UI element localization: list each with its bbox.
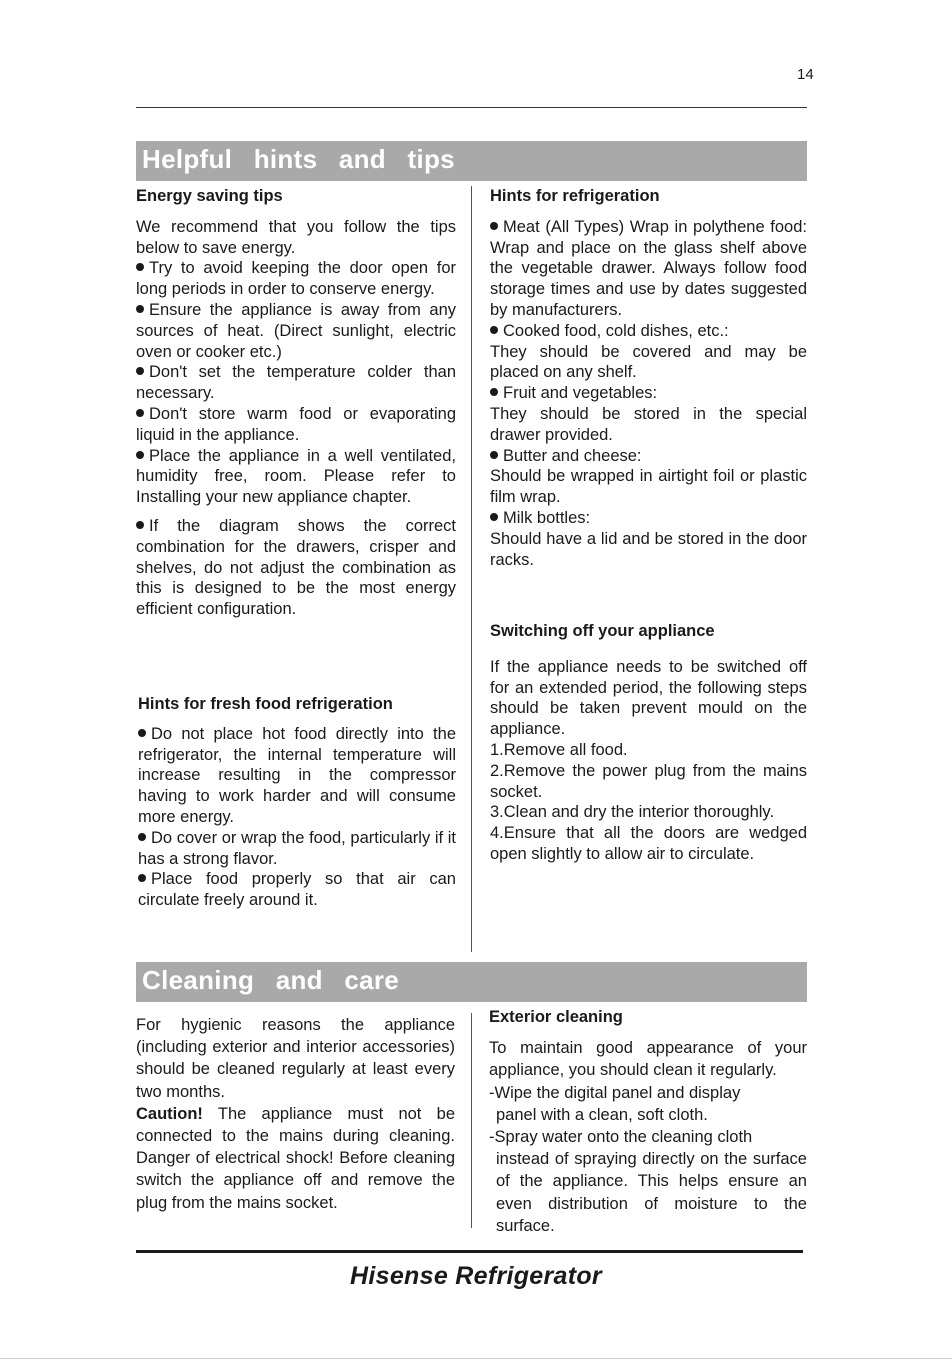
refrigeration-block [490,186,807,570]
switching-off-block [490,621,807,865]
section-banner-hints [136,141,807,181]
exterior-intro: To maintain good appearance of your appliance, you should clean it regularly. [489,1039,807,1080]
bullet-icon [136,409,144,417]
caution-label: Caution! [136,1104,203,1123]
page-edge [0,1358,952,1359]
bullet-icon [136,305,144,313]
column-divider [471,186,472,952]
switching-step-1: 1.Remove all food. [490,740,628,759]
fresh-food-block [138,694,456,911]
energy-bullet-3: Don't set the temperature colder than necessary. [136,363,456,403]
section-title-hints: Helpful hints and tips [142,144,455,174]
section-banner-cleaning [136,962,807,1002]
refrig-text-4: Should be wrapped in airtight foil or plastic film wrap. [490,467,807,507]
exterior-dash-2: -Spray water onto the cleaning cloth [489,1128,753,1147]
switching-step-3: 3.Clean and dry the interior thoroughly. [490,803,775,822]
switching-step-4: 4.Ensure that all the doors are wedged open slightly to allow air to circulate. [490,824,807,863]
energy-heading: Energy saving tips [136,187,283,205]
bullet-icon [136,367,144,375]
energy-bullet-1: Try to avoid keeping the door open for long periods in order to conserve energy. [136,259,456,299]
fresh-bullet-2: Do cover or wrap the food, particularly if it has a strong flavor. [138,828,456,868]
bullet-icon [136,263,144,271]
refrig-bullet-5: Milk bottles: [490,508,807,529]
exterior-dash-2-cont: instead of spraying directly on the surface of the appliance. This helps ensure an even distribution of moisture to the surface. [496,1150,807,1235]
bullet-icon [136,521,144,529]
refrigeration-heading: Hints for refrigeration [490,187,660,205]
bullet-icon [490,388,498,396]
exterior-dash-1-cont: panel with a clean, soft cloth. [496,1105,708,1124]
refrig-text-2: They should be covered and may be placed on any shelf. [490,342,807,382]
bullet-icon [138,874,146,882]
refrig-text-3: They should be stored in the special drawer provided. [490,404,807,444]
bullet-icon [490,326,498,334]
exterior-dash-1: -Wipe the digital panel and display [489,1083,741,1102]
fresh-heading: Hints for fresh food refrigeration [138,695,393,713]
bullet-icon [490,451,498,459]
brand-footer: Hisense Refrigerator [350,1262,602,1290]
energy-bullet-5: Place the appliance in a well ventilated, humidity free, room. Please refer to Installing your new appliance chapter. [136,446,456,507]
energy-intro: We recommend that you follow the tips below to save energy. [136,217,456,257]
fresh-bullet-3: Place food properly so that air can circulate freely around it. [138,870,456,910]
energy-bullet-4: Don't store warm food or evaporating liquid in the appliance. [136,404,456,444]
refrig-text-5: Should have a lid and be stored in the door racks. [490,529,807,569]
exterior-heading: Exterior cleaning [489,1008,623,1026]
bullet-icon [490,222,498,230]
column-divider [471,1013,472,1228]
bullet-icon [136,451,144,459]
refrig-bullet-1: Meat (All Types) Wrap in polythene food: Wrap and place on the glass shelf above the vegetable drawer. Always follow food storage times and use by dates suggested by manufacturers. [490,217,807,319]
switching-intro: If the appliance needs to be switched off for an extended period, the following steps should be taken prevent mould on the appliance. [490,657,807,739]
refrig-bullet-3: Fruit and vegetables: [490,383,807,404]
cleaning-caution: Caution! The appliance must not be connected to the mains during cleaning. Danger of electrical shock! Before cleaning switch the appliance off and remove the plug from the mains socket. [136,1104,455,1212]
bullet-icon [138,833,146,841]
fresh-bullet-1: Do not place hot food directly into the refrigerator, the internal temperature will increase resulting in the compressor having to work harder and will consume more energy. [138,724,456,826]
switching-heading: Switching off your appliance [490,622,715,640]
header-rule [136,107,807,108]
bullet-icon [490,513,498,521]
cleaning-block [136,1014,455,1214]
switching-step-2: 2.Remove the power plug from the mains socket. [490,761,807,801]
energy-bullet-6: If the diagram shows the correct combination for the drawers, crisper and shelves, do not adjust the combination as this is designed to be the most energy efficient configuration. [136,516,456,619]
footer-rule [136,1250,803,1253]
refrig-bullet-4: Butter and cheese: [490,446,807,467]
page-number: 14 [797,66,814,83]
exterior-cleaning-block [489,1006,807,1237]
bullet-icon [138,729,146,737]
refrig-bullet-2: Cooked food, cold dishes, etc.: [490,321,807,342]
section-title-cleaning: Cleaning and care [142,965,400,995]
energy-tips-block [136,186,456,620]
energy-bullet-2: Ensure the appliance is away from any sources of heat. (Direct sunlight, electric oven or cooker etc.) [136,300,456,361]
cleaning-intro: For hygienic reasons the appliance (including exterior and interior accessories) should be cleaned regularly at least every two months. [136,1016,455,1101]
